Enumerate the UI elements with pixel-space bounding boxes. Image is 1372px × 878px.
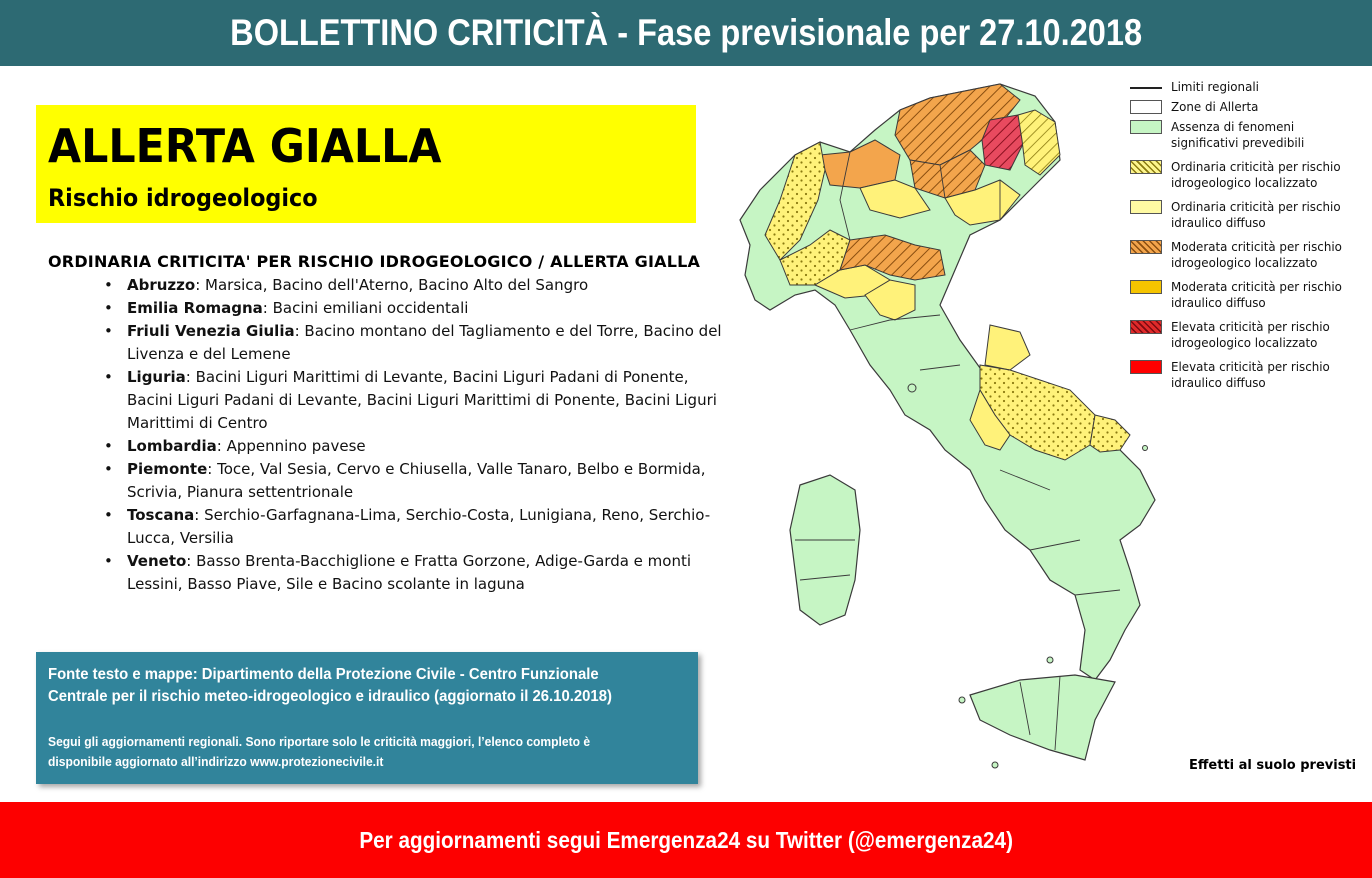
region-item-lombardia bbox=[104, 435, 734, 458]
legend-swatch bbox=[1130, 200, 1162, 214]
italy-alert-map bbox=[700, 70, 1160, 780]
bulletin-header bbox=[0, 0, 1372, 66]
sicily bbox=[970, 675, 1115, 760]
legend-swatch bbox=[1130, 160, 1162, 174]
legend-label: Elevata criticità per rischio idrogeologico localizzato bbox=[1171, 319, 1330, 350]
sardinia bbox=[790, 475, 860, 625]
island-egadi bbox=[959, 697, 965, 703]
region-areas: : Appennino pavese bbox=[216, 437, 366, 455]
legend-swatch bbox=[1130, 120, 1162, 134]
island-elba bbox=[908, 384, 916, 392]
region-item-abruzzo bbox=[104, 274, 734, 297]
region-areas: : Marsica, Bacino dell'Aterno, Bacino Alto del Sangro bbox=[195, 276, 589, 294]
alert-title: ALLERTA GIALLA bbox=[48, 119, 442, 173]
alert-subtitle: Rischio idrogeologico bbox=[48, 184, 318, 212]
region-name: Friuli Venezia Giulia bbox=[127, 322, 295, 340]
bulletin-title: BOLLETTINO CRITICITÀ - Fase previsionale per 27.10.2018 bbox=[230, 12, 1142, 53]
region-name: Toscana bbox=[127, 506, 195, 524]
region-name: Lombardia bbox=[127, 437, 217, 455]
region-areas: : Basso Brenta-Bacchiglione e Fratta Gorzone, Adige-Garda e monti Lessini, Basso Piave, Sile e Bacino scolante in laguna bbox=[127, 552, 692, 593]
region-name: Piemonte bbox=[127, 460, 208, 478]
region-name: Abruzzo bbox=[127, 276, 196, 294]
legend-label: Assenza di fenomeni significativi prevedibili bbox=[1171, 119, 1305, 150]
region-name: Emilia Romagna bbox=[127, 299, 263, 317]
alert-level-box bbox=[36, 105, 696, 223]
region-item-emilia-romagna bbox=[104, 297, 734, 320]
legend-label: Ordinaria criticità per rischio idrogeologico localizzato bbox=[1171, 159, 1341, 190]
legend-swatch bbox=[1130, 240, 1162, 254]
legend-label: Moderata criticità per rischio idrogeologico localizzato bbox=[1171, 239, 1342, 270]
region-areas: : Bacino montano del Tagliamento e del Torre, Bacino del Livenza e del Lemene bbox=[127, 322, 722, 363]
source-box bbox=[36, 652, 698, 784]
region-areas: : Toce, Val Sesia, Cervo e Chiusella, Valle Tanaro, Belbo e Bormida, Scrivia, Pianura settentrionale bbox=[127, 460, 706, 501]
region-areas: : Bacini emiliani occidentali bbox=[262, 299, 469, 317]
region-areas: : Serchio-Garfagnana-Lima, Serchio-Costa, Lunigiana, Reno, Serchio-Lucca, Versilia bbox=[127, 506, 711, 547]
map-caption: Effetti al suolo previsti bbox=[1189, 758, 1357, 773]
legend-swatch bbox=[1130, 360, 1162, 374]
island-tremiti bbox=[1143, 446, 1148, 451]
region-item-toscana bbox=[104, 504, 734, 550]
legend-label: Limiti regionali bbox=[1171, 79, 1259, 94]
island-aeolian bbox=[1047, 657, 1053, 663]
zone-abruzzo-dots bbox=[1090, 415, 1130, 452]
zone-umbria-yellow bbox=[985, 325, 1030, 370]
region-item-piemonte bbox=[104, 458, 734, 504]
footer-text[interactable]: Per aggiornamenti segui Emergenza24 su Twitter (@emergenza24) bbox=[359, 826, 1013, 853]
legend-swatch bbox=[1130, 320, 1162, 334]
region-areas: : Bacini Liguri Marittimi di Levante, Bacini Liguri Padani di Ponente, Bacini Liguri Padani di Levante, Bacini Liguri Marittimi di Ponente, Bacini Liguri Marittimi di Centro bbox=[127, 368, 717, 432]
legend-label: Ordinaria criticità per rischio idraulico diffuso bbox=[1171, 199, 1341, 230]
source-note: Segui gli aggiornamenti regionali. Sono riportare solo le criticità maggiori, l’elenco completo è disponibile aggiornato all’indirizzo www.protezionecivile.it bbox=[48, 734, 591, 769]
island-lampedusa bbox=[992, 762, 998, 768]
legend-swatch bbox=[1130, 280, 1162, 294]
legend-label: Moderata criticità per rischio idraulico diffuso bbox=[1171, 279, 1342, 310]
criticality-list-heading: ORDINARIA CRITICITA' PER RISCHIO IDROGEOLOGICO / ALLERTA GIALLA bbox=[48, 252, 701, 271]
legend-label: Zone di Allerta bbox=[1171, 99, 1259, 114]
region-name: Liguria bbox=[127, 368, 186, 386]
region-item-friuli bbox=[104, 320, 734, 366]
legend-swatch bbox=[1130, 100, 1162, 114]
legend-label: Elevata criticità per rischio idraulico diffuso bbox=[1171, 359, 1330, 390]
source-text: Fonte testo e mappe: Dipartimento della Protezione Civile - Centro Funzionale Centrale per il rischio meteo-idrogeologico e idraulico (aggiornato il 26.10.2018) bbox=[48, 666, 612, 705]
legend-line-swatch bbox=[1130, 87, 1162, 89]
region-name: Veneto bbox=[127, 552, 187, 570]
region-item-veneto bbox=[104, 550, 734, 596]
region-item-liguria bbox=[104, 366, 734, 435]
twitter-footer bbox=[0, 802, 1372, 878]
region-list bbox=[104, 274, 734, 596]
